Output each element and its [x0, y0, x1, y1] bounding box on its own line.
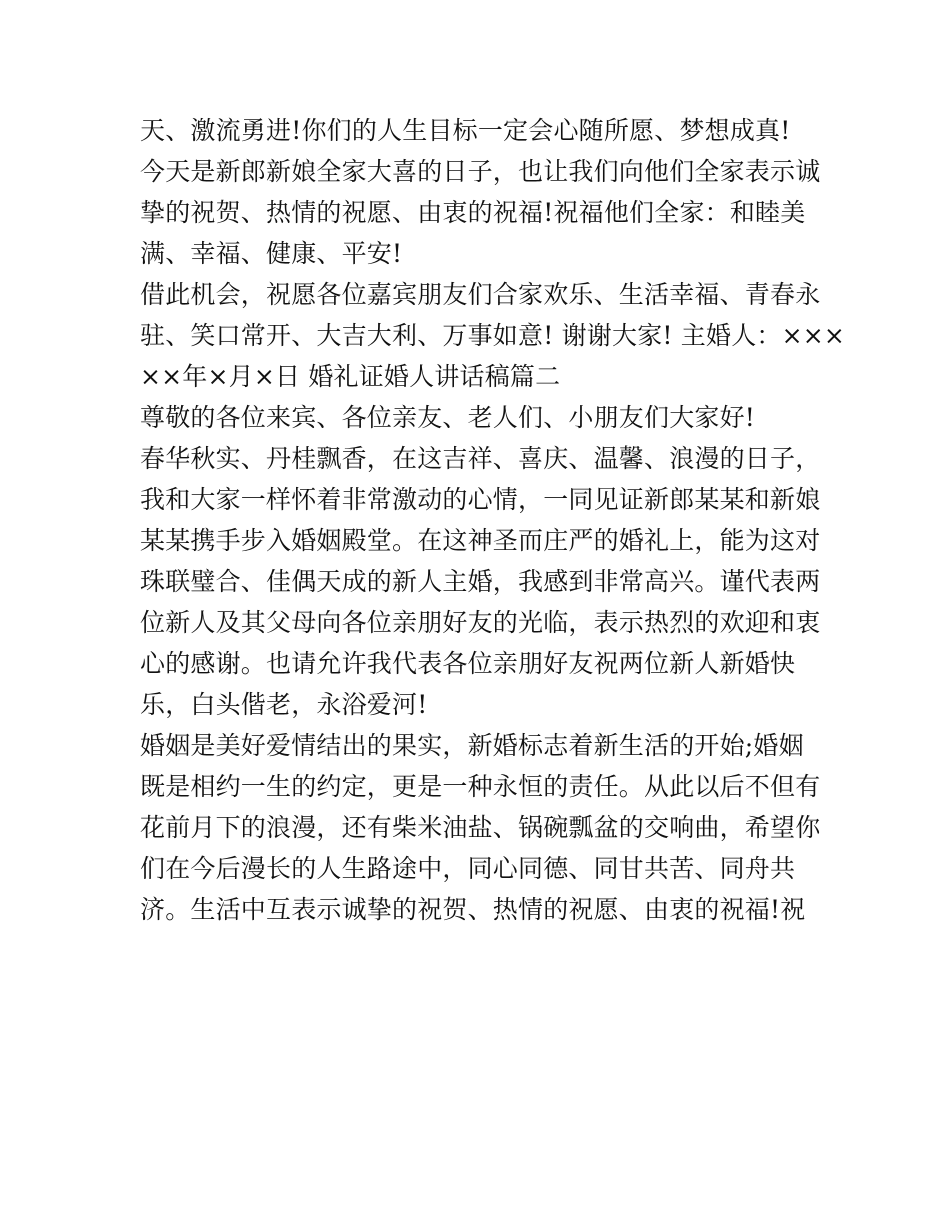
text-line: 春华秋实、丹桂飘香，在这吉祥、喜庆、温馨、浪漫的日子， — [140, 444, 821, 473]
text-line: 尊敬的各位来宾、各位亲友、老人们、小朋友们大家好! — [140, 403, 756, 432]
text-line: 借此机会，祝愿各位嘉宾朋友们合家欢乐、生活幸福、青春永 — [140, 280, 821, 309]
text-line: 某某携手步入婚姻殿堂。在这神圣而庄严的婚礼上，能为这对 — [140, 526, 821, 555]
text-line: 今天是新郎新娘全家大喜的日子，也让我们向他们全家表示诚 — [140, 157, 821, 186]
text-line: 珠联璧合、佳偶天成的新人主婚，我感到非常高兴。谨代表两 — [140, 567, 821, 596]
text-line: 既是相约一生的约定，更是一种永恒的责任。从此以后不但有 — [140, 772, 821, 801]
text-line: 满、幸福、健康、平安! — [140, 239, 403, 268]
text-line: 挚的祝贺、热情的祝愿、由衷的祝福!祝福他们全家：和睦美 — [140, 198, 806, 227]
text-line: 花前月下的浪漫，还有柴米油盐、锅碗瓢盆的交响曲，希望你 — [140, 813, 821, 842]
text-line: 心的感谢。也请允许我代表各位亲朋好友祝两位新人新婚快 — [140, 649, 796, 678]
text-line: 位新人及其父母向各位亲朋好友的光临，表示热烈的欢迎和衷 — [140, 608, 821, 637]
document-body — [140, 110, 846, 930]
text-line: ××年×月×日 婚礼证婚人讲话稿篇二 — [140, 362, 561, 391]
text-line: 驻、笑口常开、大吉大利、万事如意! 谢谢大家! 主婚人：××× — [140, 321, 846, 350]
text-line: 天、激流勇进!你们的人生目标一定会心随所愿、梦想成真! — [140, 116, 791, 145]
text-line: 婚姻是美好爱情结出的果实，新婚标志着新生活的开始;婚姻 — [140, 731, 804, 760]
text-line: 我和大家一样怀着非常激动的心情，一同见证新郎某某和新娘 — [140, 485, 821, 514]
text-line: 们在今后漫长的人生路途中，同心同德、同甘共苦、同舟共 — [140, 854, 796, 883]
text-line: 济。生活中互表示诚挚的祝贺、热情的祝愿、由衷的祝福!祝 — [140, 895, 806, 924]
text-line: 乐，白头偕老，永浴爱河! — [140, 690, 428, 719]
